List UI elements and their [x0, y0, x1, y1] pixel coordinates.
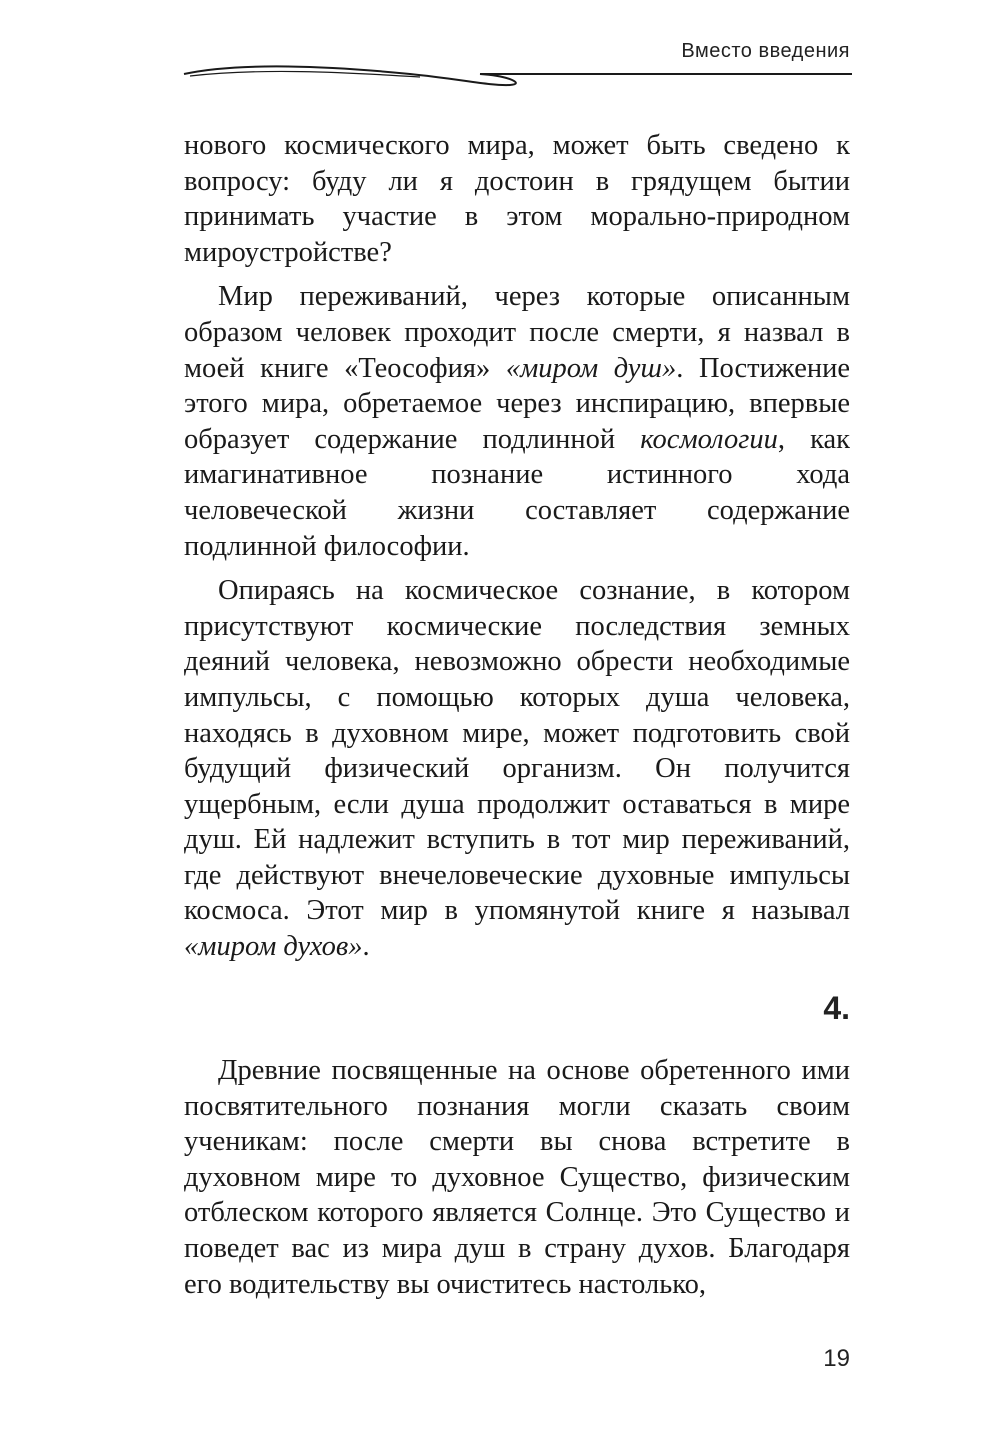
section-number: 4. — [823, 990, 850, 1026]
italic-term-cosmology: космологии — [640, 423, 778, 455]
italic-term-world-of-souls: «миром душ» — [505, 352, 677, 384]
paragraph-cosmic-consciousness: Опираясь на космическое сознание, в котором присутствуют космические последствия земных деяний человека, невозможно обрести необходимые импульсы, с помощью которых душа человека, находясь в духовном мире, может подготовить свой будущий физический организм. Он получится ущербным, если душа продолжит оставаться в мире душ. Ей надлежит вступить в тот мир переживаний, где действуют внечеловеческие духовные импульсы космоса. Этот мир в упомянутой книге я называл «миром духов». — [184, 575, 850, 963]
section-text-block — [184, 1053, 850, 1302]
paragraph-continuation: нового космического мира, может быть сведено к вопросу: буду ли я достоин в грядущем бытии принимать участие в этом морально-природном мироустройстве? — [184, 130, 850, 268]
main-text-block — [184, 128, 850, 965]
italic-term-world-of-spirits: «миром духов» — [184, 931, 363, 963]
paragraph-ancient-initiates: Древние посвященные на основе обретенного ими посвятительного познания могли сказать своим ученикам: после смерти вы снова встретите в духовном мире то духовное Существо, физическим отблеском которого является Солнце. Это Существо и поведет вас из мира душ в страну духов. Благодаря его водительству вы очиститесь настолько, — [184, 1055, 850, 1300]
running-head: Вместо введения — [681, 40, 850, 62]
header-flourish-rule — [180, 60, 852, 90]
page-number: 19 — [823, 1345, 850, 1372]
paragraph-world-of-souls: Мир переживаний, через которые описанным образом человек проходит после смерти, я назвал в моей книге «Теософия» «миром душ». Постижение этого мира, обретаемое через инспирацию, впервые образует содержание подлинной космологии, как имагинативное познание истинного хода человеческой жизни составляет содержание подлинной философии. — [184, 281, 850, 562]
